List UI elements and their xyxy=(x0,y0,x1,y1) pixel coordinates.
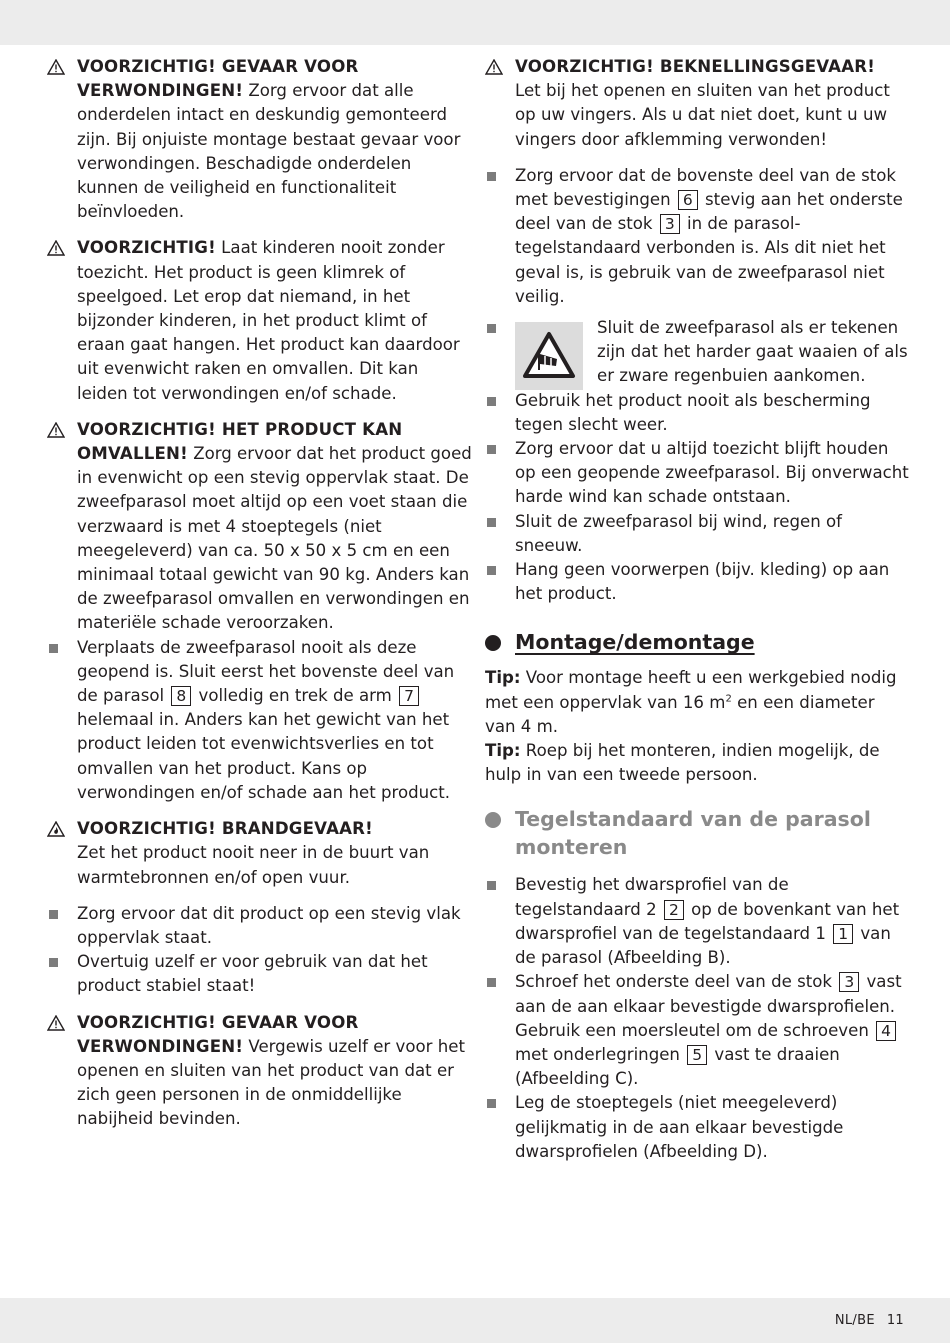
section-title: Montage/demontage xyxy=(515,630,755,655)
list-item-text: Overtuig uzelf er voor gebruik van dat het product stabiel staat! xyxy=(77,952,428,996)
tip-text: en een diameter van 4 m. xyxy=(485,692,875,736)
square-bullet-icon xyxy=(487,324,496,333)
list-item-text: op de bovenkant van het dwarsprofiel van de tegelstandaard 1 xyxy=(515,899,900,943)
warning-heading: VOORZICHTIG! xyxy=(77,238,216,258)
footer-locale: NL/BE xyxy=(834,1313,875,1328)
list-item xyxy=(485,389,910,437)
warning-triangle-icon xyxy=(47,1015,65,1031)
list-item xyxy=(47,902,472,950)
list-item-text: Sluit de zweefparasol bij wind, regen of sneeuw. xyxy=(515,511,842,555)
list-item xyxy=(485,970,910,1091)
warning-pinching xyxy=(485,55,910,152)
part-number: 3 xyxy=(660,214,680,234)
tip-label: Tip: xyxy=(485,668,521,688)
left-column xyxy=(47,55,472,1132)
list-item-text: Gebruik het product nooit als bescherming tegen slecht weer. xyxy=(515,390,871,434)
square-bullet-icon xyxy=(487,881,496,890)
part-number: 1 xyxy=(833,924,853,944)
list-item-text: Zorg ervoor dat dit product op een stevig vlak oppervlak staat. xyxy=(77,903,461,947)
list-item-text: stevig aan het onderste deel van de stok xyxy=(515,190,903,234)
header-band xyxy=(0,0,950,45)
wind-warning-icon xyxy=(515,322,583,390)
warning-triangle-icon xyxy=(47,59,65,75)
part-number: 8 xyxy=(171,686,191,706)
list-item xyxy=(485,1091,910,1164)
square-bullet-icon xyxy=(487,1099,496,1108)
warning-text: Zet het product nooit neer in de buurt van warmtebronnen en/of open vuur. xyxy=(77,843,430,887)
list-item-text: Zorg ervoor dat de bovenste deel van de stok met bevestigingen xyxy=(515,165,897,210)
superscript: 2 xyxy=(725,693,732,705)
right-column xyxy=(485,55,910,1164)
list-item-text: Verplaats de zweefparasol nooit als deze geopend is. Sluit eerst het bovenste deel van de parasol xyxy=(77,637,455,706)
tip-workspace xyxy=(485,666,910,739)
list-item xyxy=(485,873,910,970)
part-number: 5 xyxy=(687,1045,707,1065)
list-item-text: van de parasol (Afbeelding B). xyxy=(515,923,891,968)
list-item xyxy=(485,437,910,510)
warning-text: Zorg ervoor dat het product goed in evenwicht op een stevig oppervlak staat. De zweefparasol moet altijd op een voet staan die verzwaard is met 4 stoeptegels (niet meegeleverd) van ca. 50 x 50 x 5 cm en een minimaal totaal gewicht van 90 kg. Anders kan de zweefparasol omvallen en verwondingen en materiële schade veroorzaken. xyxy=(77,444,472,633)
list-item-text: helemaal in. Anders kan het gewicht van het product leiden tot evenwichtsverlies en tot omvallen van het product. Kans op verwondingen en/of schade aan het product. xyxy=(77,710,451,802)
square-bullet-icon xyxy=(49,910,58,919)
warning-injury-opening xyxy=(47,1011,472,1132)
list-item xyxy=(47,950,472,998)
square-bullet-icon xyxy=(487,445,496,454)
part-number: 4 xyxy=(876,1021,896,1041)
warning-triangle-icon xyxy=(485,59,503,75)
square-bullet-icon xyxy=(487,566,496,575)
list-item-text: Hang geen voorwerpen (bijv. kleding) op aan het product. xyxy=(515,560,890,604)
section-bullet-icon xyxy=(485,812,501,828)
tip-text: Roep bij het monteren, indien mogelijk, de hulp in van een tweede persoon. xyxy=(485,741,880,785)
warning-heading: VOORZICHTIG! GEVAAR VOOR VERWONDINGEN! xyxy=(77,57,359,101)
fire-warning-icon xyxy=(47,821,65,837)
list-item-text: Leg de stoeptegels (niet meegeleverd) gelijkmatig in de aan elkaar bevestigde dwarsprofielen (Afbeelding D). xyxy=(515,1093,844,1161)
warning-heading: VOORZICHTIG! HET PRODUCT KAN OMVALLEN! xyxy=(77,419,403,464)
list-item xyxy=(485,510,910,558)
warning-tipping xyxy=(47,418,472,636)
footer-band xyxy=(0,1298,950,1343)
section-heading-montage xyxy=(485,628,910,656)
square-bullet-icon xyxy=(487,397,496,406)
square-bullet-icon xyxy=(487,172,496,181)
page-number: 11 xyxy=(886,1313,904,1328)
square-bullet-icon xyxy=(487,518,496,527)
section-title: Tegelstandaard van de parasol monteren xyxy=(515,807,871,860)
list-item xyxy=(485,558,910,606)
tip-label: Tip: xyxy=(485,741,521,761)
warning-text: Laat kinderen nooit zonder toezicht. Het product is geen klimrek of speelgoed. Let erop dat niemand, in het bijzonder kinderen, in het product klimt of eraan gaat hangen. Het product kan daardoor uit evenwicht raken en omvallen. Dit kan leiden tot verwondingen en/of schade. xyxy=(77,238,460,403)
list-item-text: Sluit de zweefparasol als er tekenen zijn dat het harder gaat waaien of als er zware regenbuien aankomen. xyxy=(597,318,908,386)
list-item-wind xyxy=(485,316,910,389)
list-item-text: Bevestig het dwarsprofiel van de tegelstandaard 2 xyxy=(515,875,789,919)
part-number: 6 xyxy=(678,190,698,210)
list-item-text: Schroef het onderste deel van de stok xyxy=(515,972,838,992)
warning-injury xyxy=(47,55,472,224)
warning-heading: VOORZICHTIG! GEVAAR VOOR VERWONDINGEN! xyxy=(77,1012,359,1056)
warning-text: Vergewis uzelf er voor het openen en sluiten van het product van dat er zich geen personen in de onmiddellijke nabijheid bevinden. xyxy=(77,1036,465,1129)
square-bullet-icon xyxy=(49,644,58,653)
part-number: 2 xyxy=(664,900,684,920)
list-item-text: vast aan de aan elkaar bevestigde dwarsprofielen. Gebruik een moersleutel om de schroeven xyxy=(515,972,902,1040)
list-item-text: Zorg ervoor dat u altijd toezicht blijft houden op een geopende zweefparasol. Bij onverwacht harde wind kan schade ontstaan. xyxy=(515,439,909,507)
tip-text: Voor montage heeft u een werkgebied nodig met een oppervlak van 16 m xyxy=(485,668,897,712)
list-item-text: volledig en trek de arm xyxy=(193,686,398,706)
warning-triangle-icon xyxy=(47,240,65,256)
page-footer xyxy=(835,1313,904,1328)
warning-fire xyxy=(47,817,472,890)
warning-text: Let bij het openen en sluiten van het product op uw vingers. Als u dat niet doet, kunt u uw vingers door afklemming verwonden! xyxy=(515,81,890,149)
list-item-text: met onderlegringen xyxy=(515,1044,686,1064)
section-heading-tile-stand xyxy=(485,805,910,861)
part-number: 3 xyxy=(839,972,859,992)
square-bullet-icon xyxy=(49,958,58,967)
tip-helper xyxy=(485,739,910,787)
square-bullet-icon xyxy=(487,978,496,987)
warning-children xyxy=(47,236,472,405)
warning-heading: VOORZICHTIG! BEKNELLINGSGEVAAR! xyxy=(515,57,876,76)
part-number: 7 xyxy=(399,686,419,706)
warning-heading: VOORZICHTIG! BRANDGEVAAR! xyxy=(77,819,373,839)
list-item-text: vast te draaien (Afbeelding C). xyxy=(515,1044,840,1089)
section-bullet-icon xyxy=(485,635,501,651)
list-item xyxy=(485,164,910,309)
warning-triangle-icon xyxy=(47,422,65,438)
list-item xyxy=(47,636,472,805)
list-item-text: in de parasol-tegelstandaard verbonden is. Als dit niet het geval is, is gebruik van de zweefparasol niet veilig. xyxy=(515,214,886,306)
warning-text: Zorg ervoor dat alle onderdelen intact en deskundig gemonteerd zijn. Bij onjuiste montage bestaat gevaar voor verwondingen. Beschadigde onderdelen kunnen de veiligheid en functionaliteit beïnvloeden. xyxy=(77,81,461,222)
